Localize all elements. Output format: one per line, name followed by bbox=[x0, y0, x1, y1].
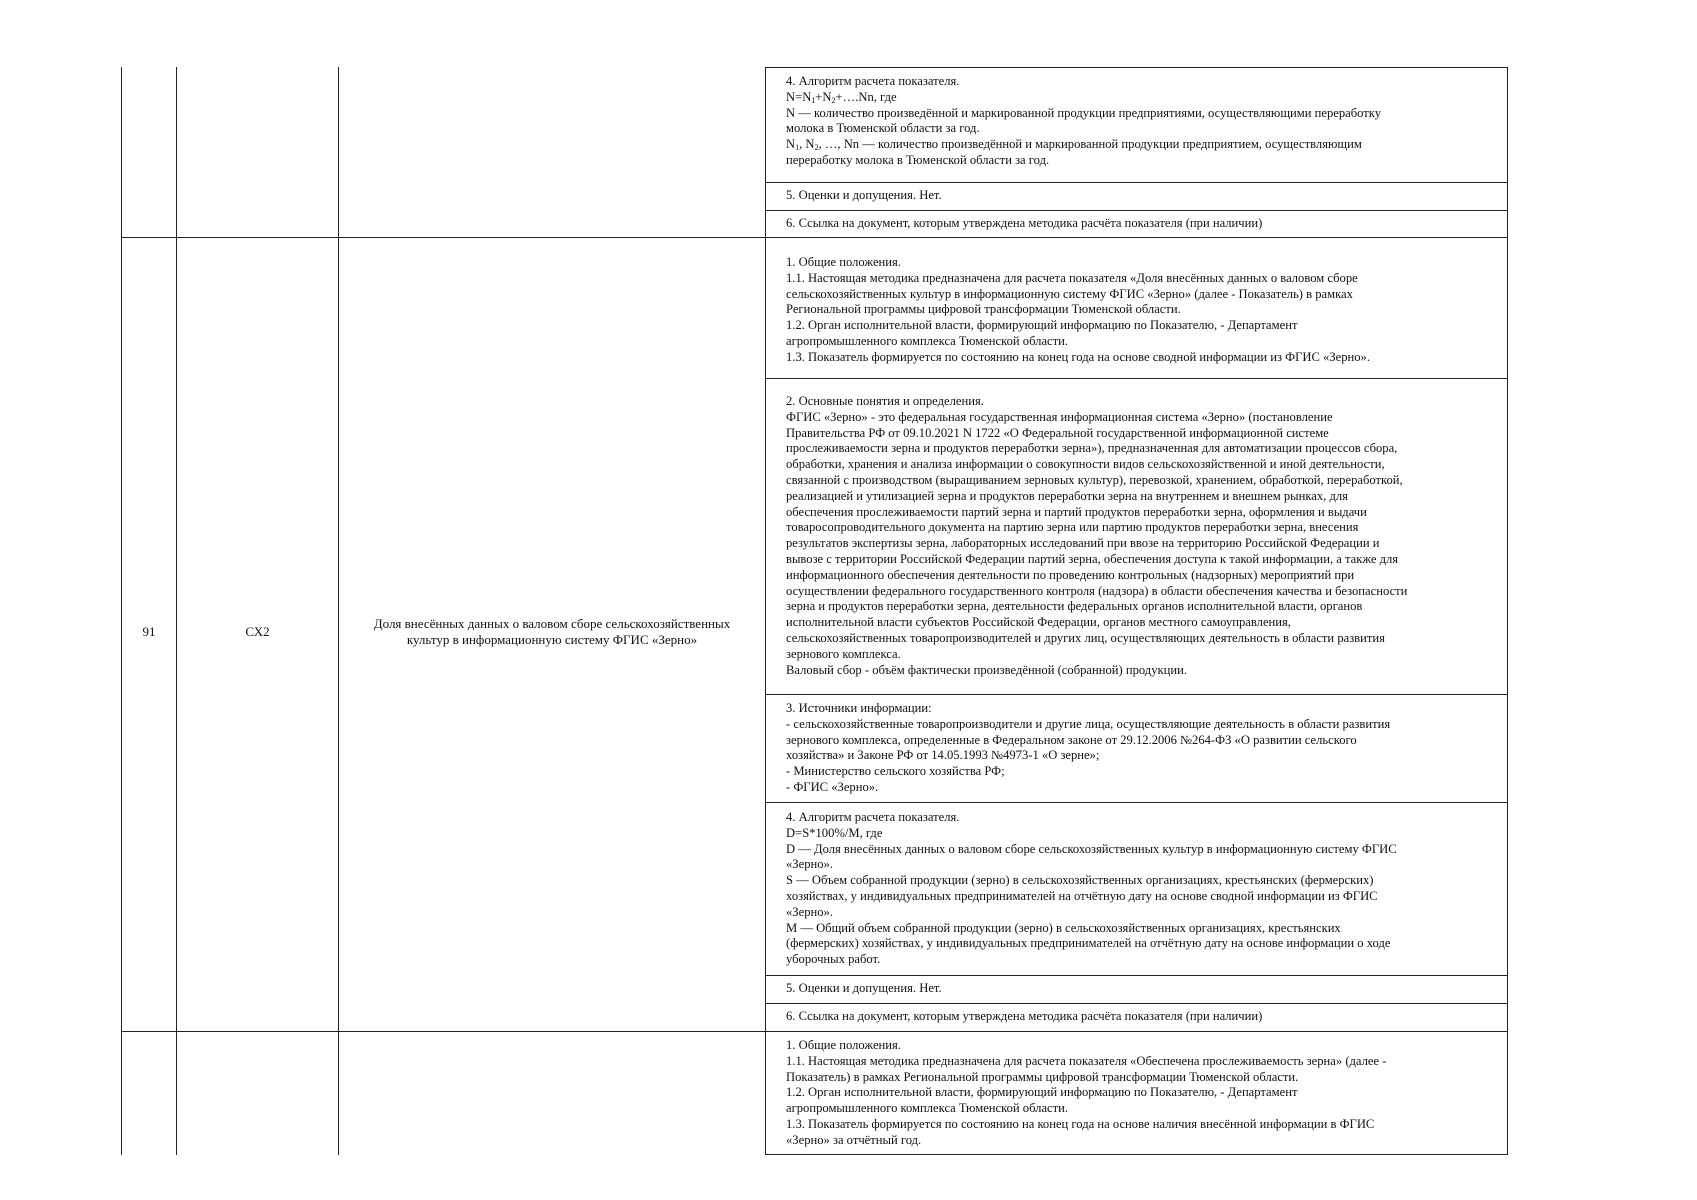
row-separator-next-top bbox=[121, 1031, 1508, 1032]
general-line: 1.1. Настоящая методика предназначена для расчета показателя «Доля внесённых данных о валовом сборе bbox=[786, 270, 1358, 285]
prev-reference-cell bbox=[786, 216, 1526, 232]
table-border-col3 bbox=[765, 67, 766, 1155]
prev-algorithm-formula: $N=N_1+N_2+\dots.Nn$, где bbox=[786, 89, 897, 105]
border-91-algorithm-bottom bbox=[765, 975, 1508, 976]
definitions-line: 2. Основные понятия и определения. bbox=[786, 394, 984, 408]
border-prev-est-bottom bbox=[765, 210, 1508, 211]
algorithm-line: D=S*100%/M, где bbox=[786, 825, 883, 840]
next-general-line: 1.1. Настоящая методика предназначена для расчета показателя «Обеспечена прослеживаемость зерна» (далее - bbox=[786, 1053, 1387, 1068]
definitions-line: обеспечения прослеживаемости партий зерна и партий продуктов переработки зерна, оформления и выдачи bbox=[786, 504, 1367, 519]
estimates-cell bbox=[786, 981, 1526, 997]
indicator-name-line2: культур в информационную систему ФГИС «Зерно» bbox=[406, 632, 698, 647]
sources-line: - Министерство сельского хозяйства РФ; bbox=[786, 764, 1005, 779]
definitions-line: товаросопроводительного документа на партию зерна или партию продуктов переработки зерна, внесения bbox=[786, 520, 1359, 535]
prev-algorithm-line: N — количество произведённой и маркированной продукции предприятиями, осуществляющими переработку bbox=[786, 105, 1382, 120]
estimates-text: 5. Оценки и допущения. Нет. bbox=[786, 981, 942, 995]
definitions-line: ФГИС «Зерно» - это федеральная государственная информационная система «Зерно» (постановление bbox=[786, 409, 1333, 424]
algorithm-line: M — Общий объем собранной продукции (зерно) в сельскохозяйственных организациях, крестьянских bbox=[786, 920, 1341, 935]
general-line: 1.2. Орган исполнительной власти, формирующий информацию по Показателю, - Департамент bbox=[786, 318, 1298, 333]
definitions-line: исполнительной власти субъектов Российской Федерации, органов местного самоуправления, bbox=[786, 615, 1291, 630]
next-general-line: «Зерно» за отчётный год. bbox=[786, 1132, 922, 1147]
general-line: 1. Общие положения. bbox=[786, 255, 901, 269]
general-line: Региональной программы цифровой трансформации Тюменской области. bbox=[786, 302, 1181, 317]
prev-estimates-text: 5. Оценки и допущения. Нет. bbox=[786, 188, 942, 202]
reference-text: 6. Ссылка на документ, которым утверждена методика расчёта показателя (при наличии) bbox=[786, 1009, 1263, 1023]
next-general-line: агропромышленного комплекса Тюменской области. bbox=[786, 1101, 1069, 1116]
definitions-line: реализацией и утилизацией зерна и продуктов переработки зерна на внутреннем и внешнем рынках, для bbox=[786, 488, 1348, 503]
definitions-line: Правительства РФ от 09.10.2021 N 1722 «О Федеральной государственной информационной системе bbox=[786, 425, 1329, 440]
prev-algorithm-line: переработку молока в Тюменской области за год. bbox=[786, 152, 1050, 167]
border-top bbox=[765, 67, 1508, 68]
table-border-col2 bbox=[338, 67, 339, 1155]
general-line: агропромышленного комплекса Тюменской области. bbox=[786, 333, 1069, 348]
indicator-name bbox=[339, 616, 765, 648]
border-91-sources-bottom bbox=[765, 802, 1508, 803]
definitions-line: прослеживаемости зерна и продуктов переработки зерна»), предназначенная для автоматизации процессов сбора, bbox=[786, 441, 1398, 456]
definitions-line: вывозе с территории Российской Федерации партий зерна, обеспечения доступа к такой информации, а также для bbox=[786, 551, 1399, 566]
algorithm-line: (фермерских) хозяйствах, у индивидуальных предпринимателей на отчётную дату на основе информации о ходе bbox=[786, 936, 1391, 951]
sources-line: - сельскохозяйственные товаропроизводители и другие лица, осуществляющие деятельность в области развития bbox=[786, 716, 1391, 731]
next-general-line: 1.3. Показатель формируется по состоянию на конец года на основе наличия внесённой информации в ФГИС bbox=[786, 1116, 1375, 1131]
border-91-definitions-bottom bbox=[765, 694, 1508, 695]
sources-line: - ФГИС «Зерно». bbox=[786, 779, 879, 794]
algorithm-cell bbox=[786, 810, 1526, 968]
prev-algorithm-line: молока в Тюменской области за год. bbox=[786, 121, 980, 136]
sources-cell bbox=[786, 701, 1526, 796]
prev-algorithm-cell bbox=[786, 74, 1526, 169]
sources-line: 3. Источники информации: bbox=[786, 701, 932, 715]
border-bottom bbox=[765, 1154, 1508, 1155]
sources-line: хозяйства» и Законе РФ от 14.05.1993 №4973-1 «О зерне»; bbox=[786, 748, 1100, 763]
indicator-name-line1: Доля внесённых данных о валовом сборе сельскохозяйственных bbox=[373, 616, 731, 631]
border-91-general-bottom bbox=[765, 378, 1508, 379]
table-border-left bbox=[121, 67, 122, 1155]
definitions-line: информационного обеспечения деятельности по проведению контрольных (надзорных) мероприятий при bbox=[786, 567, 1355, 582]
definitions-line: связанной с производством (выращиванием зерновых культур), перевозкой, хранением, обработкой, переработкой, bbox=[786, 472, 1403, 487]
algorithm-line: «Зерно». bbox=[786, 857, 833, 872]
border-prev-alg-bottom bbox=[765, 182, 1508, 183]
definitions-line: зерна и продуктов переработки зерна, деятельности федеральных органов исполнительной власти, органов bbox=[786, 599, 1363, 614]
definitions-line: Валовый сбор - объём фактически произведённой (собранной) продукции. bbox=[786, 662, 1188, 677]
algorithm-line: 4. Алгоритм расчета показателя. bbox=[786, 810, 960, 824]
algorithm-line: «Зерно». bbox=[786, 904, 833, 919]
general-provisions-cell bbox=[786, 255, 1526, 366]
general-line: сельскохозяйственных культур в информационную систему ФГИС «Зерно» (далее - Показатель) в рамках bbox=[786, 286, 1353, 301]
reference-cell bbox=[786, 1009, 1526, 1025]
row-number: 91 bbox=[142, 624, 156, 639]
algorithm-line: D — Доля внесённых данных о валовом сборе сельскохозяйственных культур в информационную систему ФГИС bbox=[786, 841, 1397, 856]
row-separator-91-top bbox=[121, 237, 1508, 238]
next-general-line: 1. Общие положения. bbox=[786, 1038, 901, 1052]
next-general-provisions-cell bbox=[786, 1038, 1526, 1149]
algorithm-line: уборочных работ. bbox=[786, 952, 881, 967]
definitions-line: сельскохозяйственных товаропроизводителей и других лиц, осуществляющих деятельность в области развития bbox=[786, 630, 1385, 645]
definitions-line: результатов экспертизы зерна, лабораторных исследований при ввозе на территорию Российской Федерации и bbox=[786, 536, 1380, 551]
prev-reference-text: 6. Ссылка на документ, которым утверждена методика расчёта показателя (при наличии) bbox=[786, 216, 1263, 230]
definitions-cell bbox=[786, 394, 1526, 678]
prev-algorithm-heading: 4. Алгоритм расчета показателя. bbox=[786, 74, 960, 88]
next-general-line: Показатель) в рамках Региональной программы цифровой трансформации Тюменской области. bbox=[786, 1069, 1299, 1084]
algorithm-line: S — Объем собранной продукции (зерно) в сельскохозяйственных организациях, крестьянских (фермерских) bbox=[786, 873, 1374, 888]
prev-algorithm-line: $N_1$, $N_2$, …, Nn — количество произведённой и маркированной продукции предприятием, осуществляющим bbox=[786, 137, 1362, 153]
definitions-line: осуществлении федерального государственного контроля (надзора) в области обеспечения качества и безопасности bbox=[786, 583, 1408, 598]
general-line: 1.3. Показатель формируется по состоянию на конец года на основе сводной информации из ФГИС «Зерно». bbox=[786, 349, 1371, 364]
border-91-estimates-bottom bbox=[765, 1003, 1508, 1004]
definitions-line: обработки, хранения и анализа информации о совокупности видов сельскохозяйственной и иной деятельности, bbox=[786, 457, 1385, 472]
definitions-line: зернового комплекса. bbox=[786, 646, 901, 661]
row-code: СХ2 bbox=[245, 624, 270, 639]
algorithm-line: хозяйствах, у индивидуальных предпринимателей на отчётную дату на основе сводной информации из ФГИС bbox=[786, 888, 1378, 903]
sources-line: зернового комплекса, определенные в Федеральном законе от 29.12.2006 №264-ФЗ «О развитии сельского bbox=[786, 732, 1357, 747]
table-border-col1 bbox=[176, 67, 177, 1155]
prev-estimates-cell bbox=[786, 188, 1526, 204]
next-general-line: 1.2. Орган исполнительной власти, формирующий информацию по Показателю, - Департамент bbox=[786, 1085, 1298, 1100]
